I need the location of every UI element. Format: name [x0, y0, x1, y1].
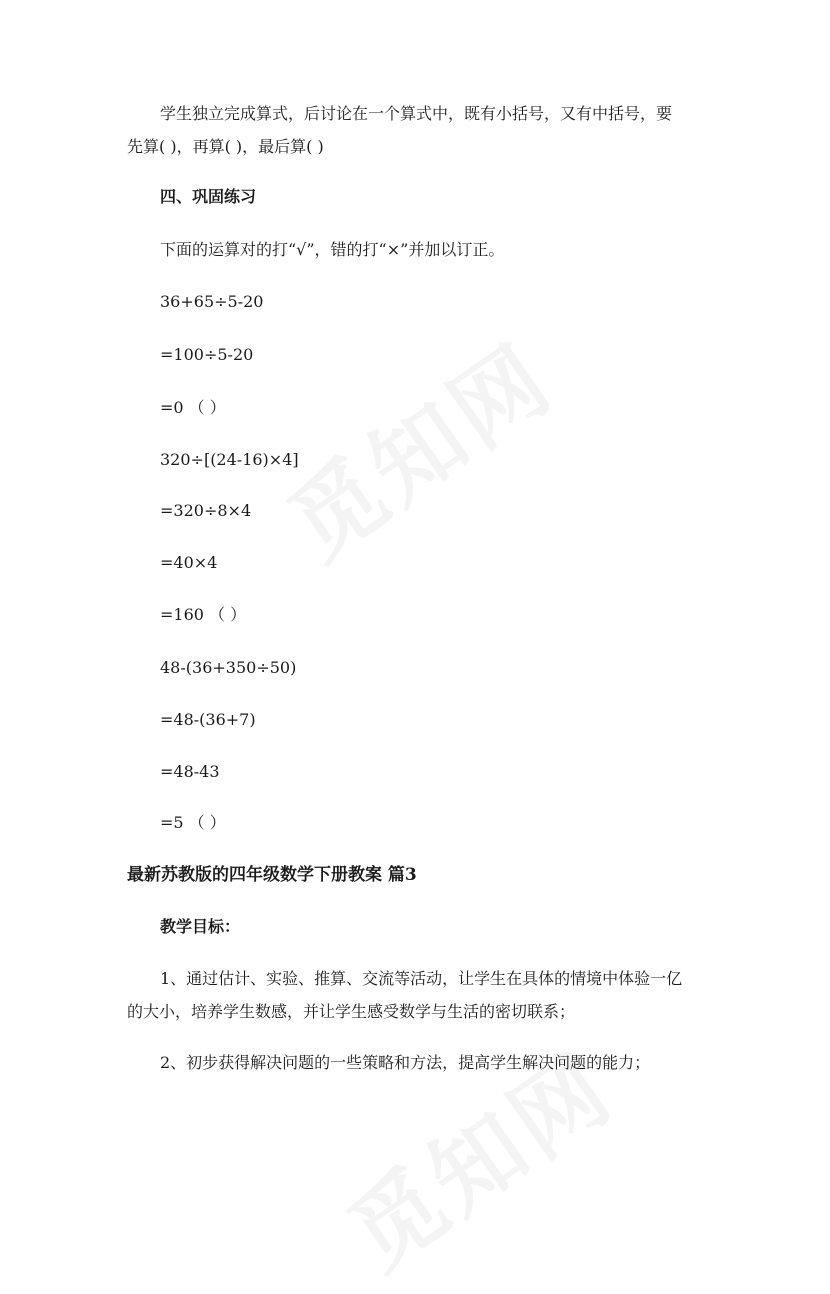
paragraph-line: 先算( )，再算( )，最后算( ) [127, 137, 324, 156]
paragraph-line: 1、通过估计、实验、推算、交流等活动，让学生在具体的情境中体验一亿 [160, 969, 683, 988]
paragraph-line: 下面的运算对的打“√”，错的打“×”并加以订正。 [160, 240, 505, 259]
expression-line: =0 （ ） [160, 398, 226, 417]
expression-line: =320÷8×4 [160, 501, 252, 520]
paragraph-line: 学生独立完成算式，后讨论在一个算式中，既有小括号，又有中括号，要 [160, 104, 673, 123]
expression-line: =48-43 [160, 762, 220, 781]
expression-line: =160 （ ） [160, 605, 247, 624]
expression-line: 320÷[(24-16)×4] [160, 450, 299, 469]
section-heading: 教学目标： [160, 917, 241, 936]
paragraph-line: 的大小，培养学生数感，并让学生感受数学与生活的密切联系； [127, 1002, 576, 1021]
expression-line: 48-(36+350÷50) [160, 658, 297, 677]
expression-line: =40×4 [160, 553, 218, 572]
expression-line: =48-(36+7) [160, 710, 256, 729]
paragraph-line: 2、初步获得解决问题的一些策略和方法，提高学生解决问题的能力； [160, 1053, 651, 1072]
expression-line: 36+65÷5-20 [160, 292, 264, 311]
section-heading: 四、巩固练习 [160, 187, 257, 206]
expression-line: =100÷5-20 [160, 345, 254, 364]
watermark [259, 308, 576, 585]
chapter-heading: 最新苏教版的四年级数学下册教案 篇3 [127, 865, 417, 885]
expression-line: =5 （ ） [160, 813, 226, 832]
